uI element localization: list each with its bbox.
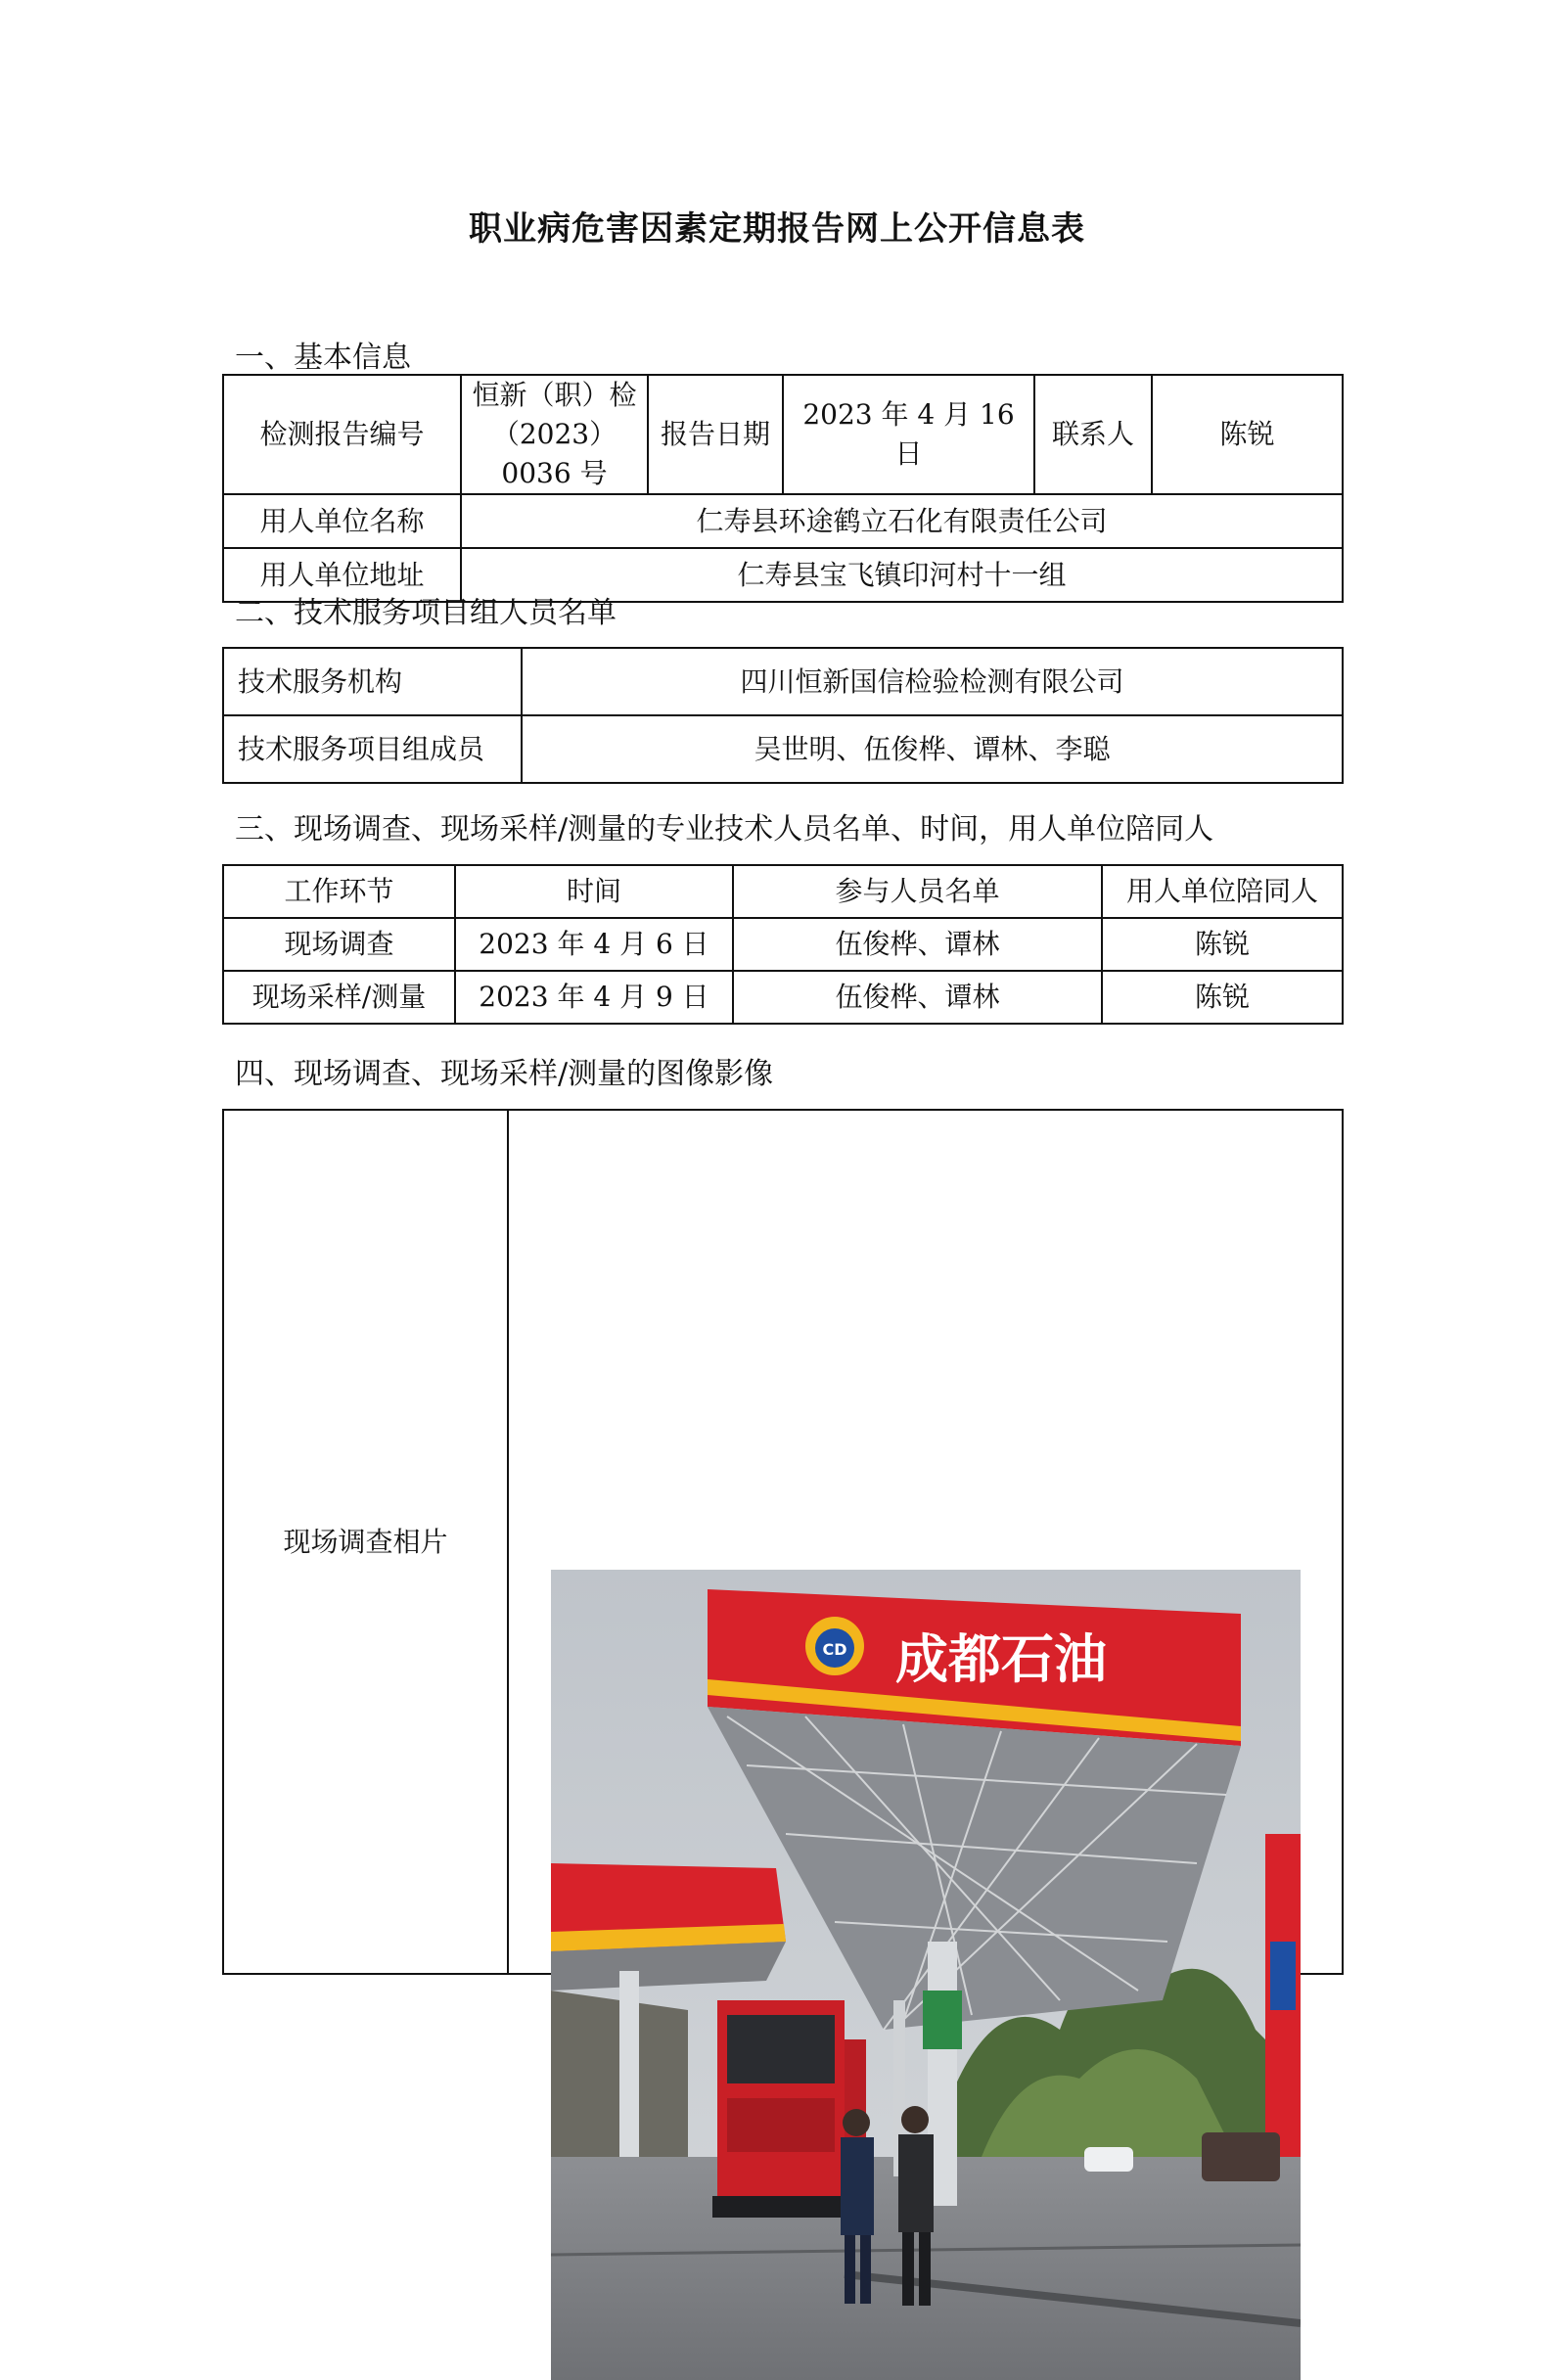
section-4-heading: 四、现场调查、现场采样/测量的图像影像 xyxy=(235,1057,774,1091)
station-sign-text: 成都石油 xyxy=(895,1627,1107,1690)
logo-text: CD xyxy=(822,1639,847,1659)
org-row xyxy=(223,648,1343,715)
members-label: 技术服务项目组成员 xyxy=(223,715,522,783)
section-2-heading: 二、技术服务项目组人员名单 xyxy=(235,596,617,630)
contact-value: 陈锐 xyxy=(1152,375,1343,494)
photo-cell xyxy=(508,1110,1343,1974)
fieldwork-header-row xyxy=(223,865,1343,918)
org-label: 技术服务机构 xyxy=(223,648,522,715)
table-cell: 现场调查 xyxy=(223,918,455,971)
table-row xyxy=(223,971,1343,1024)
report-row xyxy=(223,375,1343,494)
table-row xyxy=(223,918,1343,971)
photo-label: 现场调查相片 xyxy=(223,1110,508,1974)
org-value: 四川恒新国信检验检测有限公司 xyxy=(522,648,1343,715)
table-cell: 陈锐 xyxy=(1102,971,1343,1024)
members-value: 吴世明、伍俊桦、谭林、李聪 xyxy=(522,715,1343,783)
employer-name-label: 用人单位名称 xyxy=(223,494,461,548)
employer-name-row xyxy=(223,494,1343,548)
employer-address-label: 用人单位地址 xyxy=(223,548,461,602)
report-date-label: 报告日期 xyxy=(648,375,783,494)
photo-table xyxy=(222,1109,1344,1975)
contact-label: 联系人 xyxy=(1034,375,1152,494)
site-survey-photo xyxy=(551,1570,1301,2380)
header-cell: 用人单位陪同人 xyxy=(1102,865,1343,918)
page-title: 职业病危害因素定期报告网上公开信息表 xyxy=(469,209,1085,249)
section-1-heading: 一、基本信息 xyxy=(235,341,411,375)
fieldwork-table xyxy=(222,864,1344,1025)
report-no-line-2: （2023）0036 号 xyxy=(491,418,617,489)
employer-name-value: 仁寿县环途鹤立石化有限责任公司 xyxy=(461,494,1343,548)
basic-info-table xyxy=(222,374,1344,603)
table-cell: 现场采样/测量 xyxy=(223,971,455,1024)
report-date-value: 2023 年 4 月 16 日 xyxy=(783,375,1034,494)
header-cell: 时间 xyxy=(455,865,733,918)
members-row xyxy=(223,715,1343,783)
report-no-line-1: 恒新（职）检 xyxy=(472,379,637,411)
table-cell: 2023 年 4 月 9 日 xyxy=(455,971,733,1024)
header-cell: 参与人员名单 xyxy=(733,865,1102,918)
employer-address-value: 仁寿县宝飞镇印河村十一组 xyxy=(461,548,1343,602)
report-no-label: 检测报告编号 xyxy=(223,375,461,494)
gas-station-scene xyxy=(551,1570,1301,2380)
team-table xyxy=(222,647,1344,784)
table-cell: 2023 年 4 月 6 日 xyxy=(455,918,733,971)
header-cell: 工作环节 xyxy=(223,865,455,918)
table-cell: 伍俊桦、谭林 xyxy=(733,971,1102,1024)
table-cell: 伍俊桦、谭林 xyxy=(733,918,1102,971)
report-no-value xyxy=(461,375,648,494)
photo-row xyxy=(223,1110,1343,1974)
table-cell: 陈锐 xyxy=(1102,918,1343,971)
section-3-heading: 三、现场调查、现场采样/测量的专业技术人员名单、时间，用人单位陪同人 xyxy=(235,812,1214,847)
